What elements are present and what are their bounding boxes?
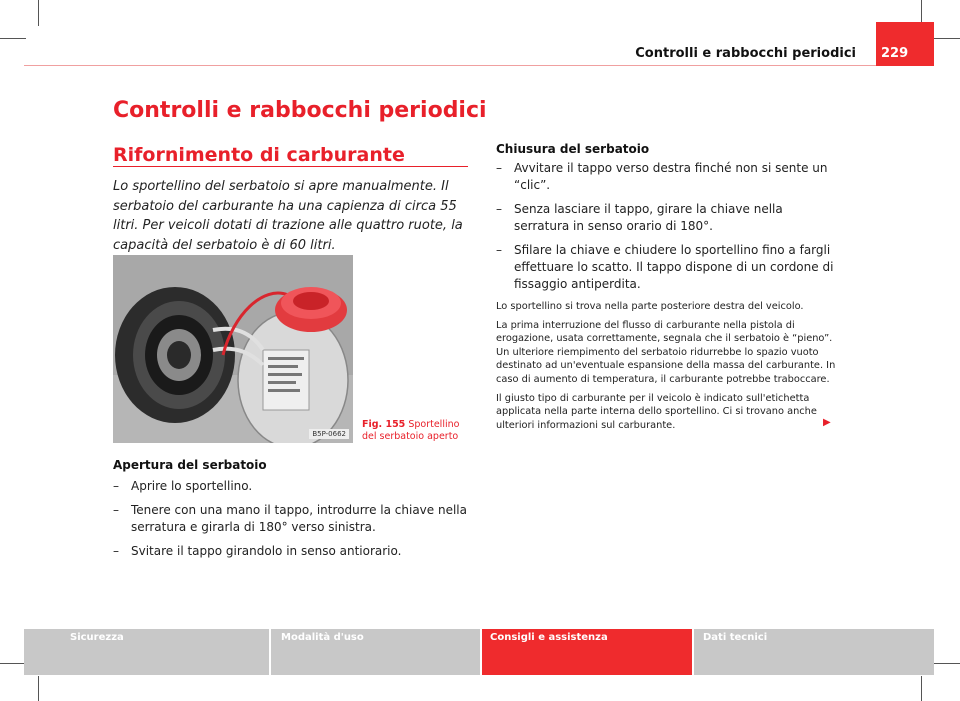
footer-tab-modalita-uso[interactable]: Modalità d'uso <box>281 632 364 643</box>
closing-section <box>496 142 841 432</box>
step-dash: – <box>496 243 502 257</box>
fuel-door-photo <box>113 255 353 443</box>
note-paragraph: La prima interruzione del flusso di carburante nella pistola di erogazione, usata correttamente, segnala che il serbatoio è “pieno”. Un ulteriore riempimento del serbatoio ridurrebbe lo spazio vuoto destinato ad un'eventuale espansione della massa del carburante. In caso di aumento di temperatura, il carburante potrebbe traboccare. <box>496 319 836 385</box>
opening-heading: Apertura del serbatoio <box>113 458 267 472</box>
figure-caption <box>362 419 467 443</box>
page-number: 229 <box>881 46 909 61</box>
step-dash: – <box>496 202 502 216</box>
list-item <box>113 543 468 560</box>
list-item <box>496 242 841 293</box>
fuel-door-illustration <box>113 255 353 443</box>
step-text: Sfilare la chiave e chiudere lo sportellino fino a fargli effettuare lo scatto. Il tappo dispone di un cordone di fissaggio antiperdita. <box>514 243 834 291</box>
crop-mark <box>934 38 960 39</box>
crop-mark <box>38 0 39 26</box>
footer-tab-bg <box>24 629 269 675</box>
footer-tab-sicurezza[interactable]: Sicurezza <box>70 632 124 643</box>
note-paragraph: Il giusto tipo di carburante per il veicolo è indicato sull'etichetta applicata nella parte interna dello sportellino. Ci si trovano anche ulteriori informazioni sul carburante. <box>496 392 817 431</box>
step-text: Tenere con una mano il tappo, introdurre la chiave nella serratura e girarla di 180° verso sinistra. <box>131 503 467 534</box>
closing-heading: Chiusura del serbatoio <box>496 142 650 156</box>
note-paragraph: Lo sportellino si trova nella parte posteriore destra del veicolo. <box>496 301 804 312</box>
header-divider <box>24 65 934 66</box>
section-divider <box>113 166 468 167</box>
opening-section <box>113 458 468 567</box>
footer-tab-dati-tecnici[interactable]: Dati tecnici <box>703 632 768 643</box>
step-text: Senza lasciare il tappo, girare la chiave nella serratura in senso orario di 180°. <box>514 202 783 233</box>
list-item <box>113 478 468 495</box>
list-item <box>113 502 468 536</box>
step-dash: – <box>113 479 119 493</box>
figure-code: B5P-0662 <box>309 429 349 439</box>
step-text: Avvitare il tappo verso destra finché non si sente un “clic”. <box>514 161 828 192</box>
list-item <box>496 201 841 235</box>
step-text: Svitare il tappo girandolo in senso antiorario. <box>131 544 402 558</box>
chapter-title: Controlli e rabbocchi periodici <box>113 98 487 123</box>
crop-mark <box>934 663 960 664</box>
figure-number: Fig. 155 <box>362 419 406 430</box>
crop-mark <box>38 676 39 701</box>
crop-mark <box>0 38 26 39</box>
figure-caption-text: Sportellino del serbatoio aperto <box>362 419 460 442</box>
running-header-title: Controlli e rabbocchi periodici <box>635 46 856 61</box>
section-intro: Lo sportellino del serbatoio si apre manualmente. Il serbatoio del carburante ha una capienza di circa 55 litri. Per veicoli dotati di trazione alle quattro ruote, la capacità del serbatoio è di 60 litri. <box>113 179 463 253</box>
section-title: Rifornimento di carburante <box>113 144 405 166</box>
step-dash: – <box>496 161 502 175</box>
triangle-right-icon: ▶ <box>823 417 831 428</box>
list-item <box>496 160 841 194</box>
footer-tab-consigli-assistenza[interactable]: Consigli e assistenza <box>490 632 608 643</box>
crop-mark <box>921 676 922 701</box>
crop-mark <box>0 663 26 664</box>
step-dash: – <box>113 503 119 517</box>
step-text: Aprire lo sportellino. <box>131 479 253 493</box>
step-dash: – <box>113 544 119 558</box>
